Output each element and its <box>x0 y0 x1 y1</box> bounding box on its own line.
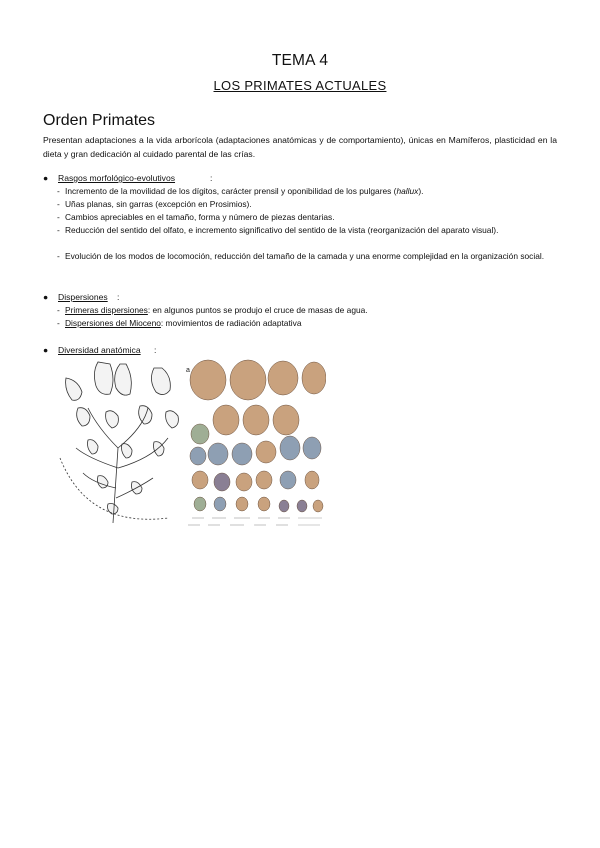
section-heading: Orden Primates <box>43 112 156 129</box>
rasgos-item-text: Uñas planas, sin garras (excepción en Prosimios). <box>65 199 252 209</box>
dash-glyph: - <box>57 251 60 261</box>
rasgos-item-post: ). <box>418 186 424 196</box>
rasgos-item <box>57 198 557 211</box>
rasgos-item-text: Reducción del sentido del olfato, e incremento significativo del sentido de la vista (reorganización del aparato visual). <box>65 225 499 235</box>
rasgos-item <box>57 185 557 198</box>
page-subtitle: LOS PRIMATES ACTUALES <box>213 78 387 93</box>
bullet-dot: ● <box>43 345 49 355</box>
bullet-label-rasgos: Rasgos morfológico-evolutivos <box>58 173 176 183</box>
hands-phylogeny-figure <box>60 362 178 523</box>
bullet-label-dispersiones: Dispersiones <box>58 292 108 302</box>
bullet-colon: : <box>154 345 157 355</box>
dash-glyph: - <box>57 199 60 209</box>
dash-glyph: - <box>57 305 60 315</box>
dash-glyph: - <box>57 318 60 328</box>
dispersiones-item-text: : movimientos de radiación adaptativa <box>160 318 302 328</box>
dispersiones-item-label: Primeras dispersiones <box>65 305 148 315</box>
rasgos-item <box>57 250 557 263</box>
dash-glyph: - <box>57 225 60 235</box>
dispersiones-item <box>57 304 557 317</box>
dispersiones-item-text: : en algunos puntos se produjo el cruce de masas de agua. <box>147 305 368 315</box>
dash-glyph: - <box>57 186 60 196</box>
bullet-colon: : <box>210 173 213 183</box>
dispersiones-item <box>57 317 557 330</box>
bullet-dot: ● <box>43 292 49 302</box>
intro-paragraph: Presentan adaptaciones a la vida arborícola (adaptaciones anatómicas y de comportamiento), únicas en Mamíferos, plasticidad en la dieta y gran dedicación al cuidado parental de las crías. <box>43 135 557 159</box>
rasgos-item-text: Incremento de la movilidad de los dígitos, carácter prensil y oponibilidad de los pulgares ( <box>65 186 397 196</box>
rasgos-item <box>57 211 557 224</box>
figure-letter: a <box>186 367 190 374</box>
rasgos-item-emphasis: hallux <box>396 186 419 196</box>
bullet-dot: ● <box>43 173 49 183</box>
page-title: TEMA 4 <box>271 52 329 69</box>
bullet-label-diversidad: Diversidad anatómica <box>58 345 141 355</box>
dash-glyph: - <box>57 212 60 222</box>
rasgos-item-text: Evolución de los modos de locomoción, reducción del tamaño de la camada y una enorme complejidad en la organización social. <box>65 251 545 261</box>
rasgos-item <box>57 224 557 237</box>
brains-figure <box>186 360 326 525</box>
bullet-colon: : <box>117 292 120 302</box>
dispersiones-item-label: Dispersiones del Mioceno <box>65 318 161 328</box>
figures-area <box>58 358 326 528</box>
rasgos-item-text: Cambios apreciables en el tamaño, forma y número de piezas dentarias. <box>65 212 335 222</box>
